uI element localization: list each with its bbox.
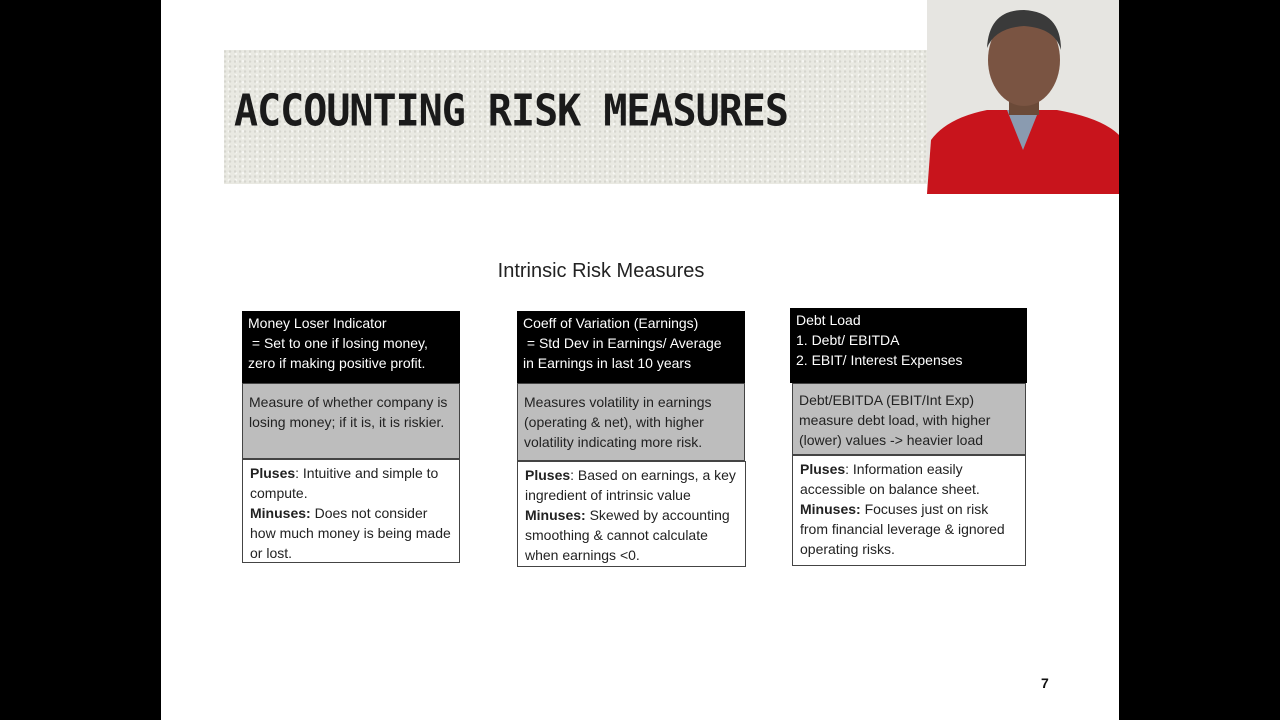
card-header — [790, 308, 1027, 383]
card-description: Debt/EBITDA (EBIT/Int Exp) measure debt load, with higher (lower) values -> heavier load — [792, 383, 1026, 455]
card-formula: zero if making positive profit. — [248, 355, 426, 371]
card-formula: 2. EBIT/ Interest Expenses — [796, 352, 963, 368]
pluses-text: : Intuitive and simple to compute. — [250, 465, 439, 501]
card-formula: in Earnings in last 10 years — [523, 355, 692, 371]
pluses-label: Pluses — [525, 467, 571, 483]
pluses-text: : Information easily accessible on balance sheet. — [800, 461, 980, 497]
minuses-label: Minuses: — [525, 507, 586, 523]
card-formula: = Std Dev in Earnings/ Average — [523, 335, 722, 351]
presenter-video — [927, 0, 1119, 194]
card-title: Money Loser Indicator — [248, 315, 387, 331]
minuses-label: Minuses: — [800, 501, 861, 517]
presenter-image — [927, 0, 1119, 194]
minuses-label: Minuses: — [250, 505, 311, 521]
pluses-label: Pluses — [250, 465, 296, 481]
pluses-text: : Based on earnings, a key ingredient of intrinsic value — [525, 467, 736, 503]
card-header — [517, 311, 745, 383]
card-pros-cons — [517, 461, 746, 567]
card-title: Coeff of Variation (Earnings) — [523, 315, 699, 331]
minuses-text: Focuses just on risk from financial leverage & ignored operating risks. — [800, 501, 1005, 557]
card-title: Debt Load — [796, 312, 861, 328]
minuses-text: Skewed by accounting smoothing & cannot calculate when earnings <0. — [525, 507, 730, 563]
card-formula: 1. Debt/ EBITDA — [796, 332, 900, 348]
card-description: Measure of whether company is losing money; if it is, it is riskier. — [242, 383, 460, 459]
slide — [161, 0, 1119, 720]
card-description: Measures volatility in earnings (operating & net), with higher volatility indicating more risk. — [517, 383, 745, 461]
page-number: 7 — [1041, 675, 1049, 691]
title-band — [224, 50, 1004, 184]
section-subtitle: Intrinsic Risk Measures — [497, 260, 705, 282]
card-formula: = Set to one if losing money, — [248, 335, 428, 351]
card-pros-cons — [242, 459, 460, 563]
slide-title: ACCOUNTING RISK MEASURES — [234, 85, 788, 137]
card-header — [242, 311, 460, 383]
pluses-label: Pluses — [800, 461, 846, 477]
minuses-text: Does not consider how much money is being made or lost. — [250, 505, 451, 561]
card-pros-cons — [792, 455, 1026, 566]
